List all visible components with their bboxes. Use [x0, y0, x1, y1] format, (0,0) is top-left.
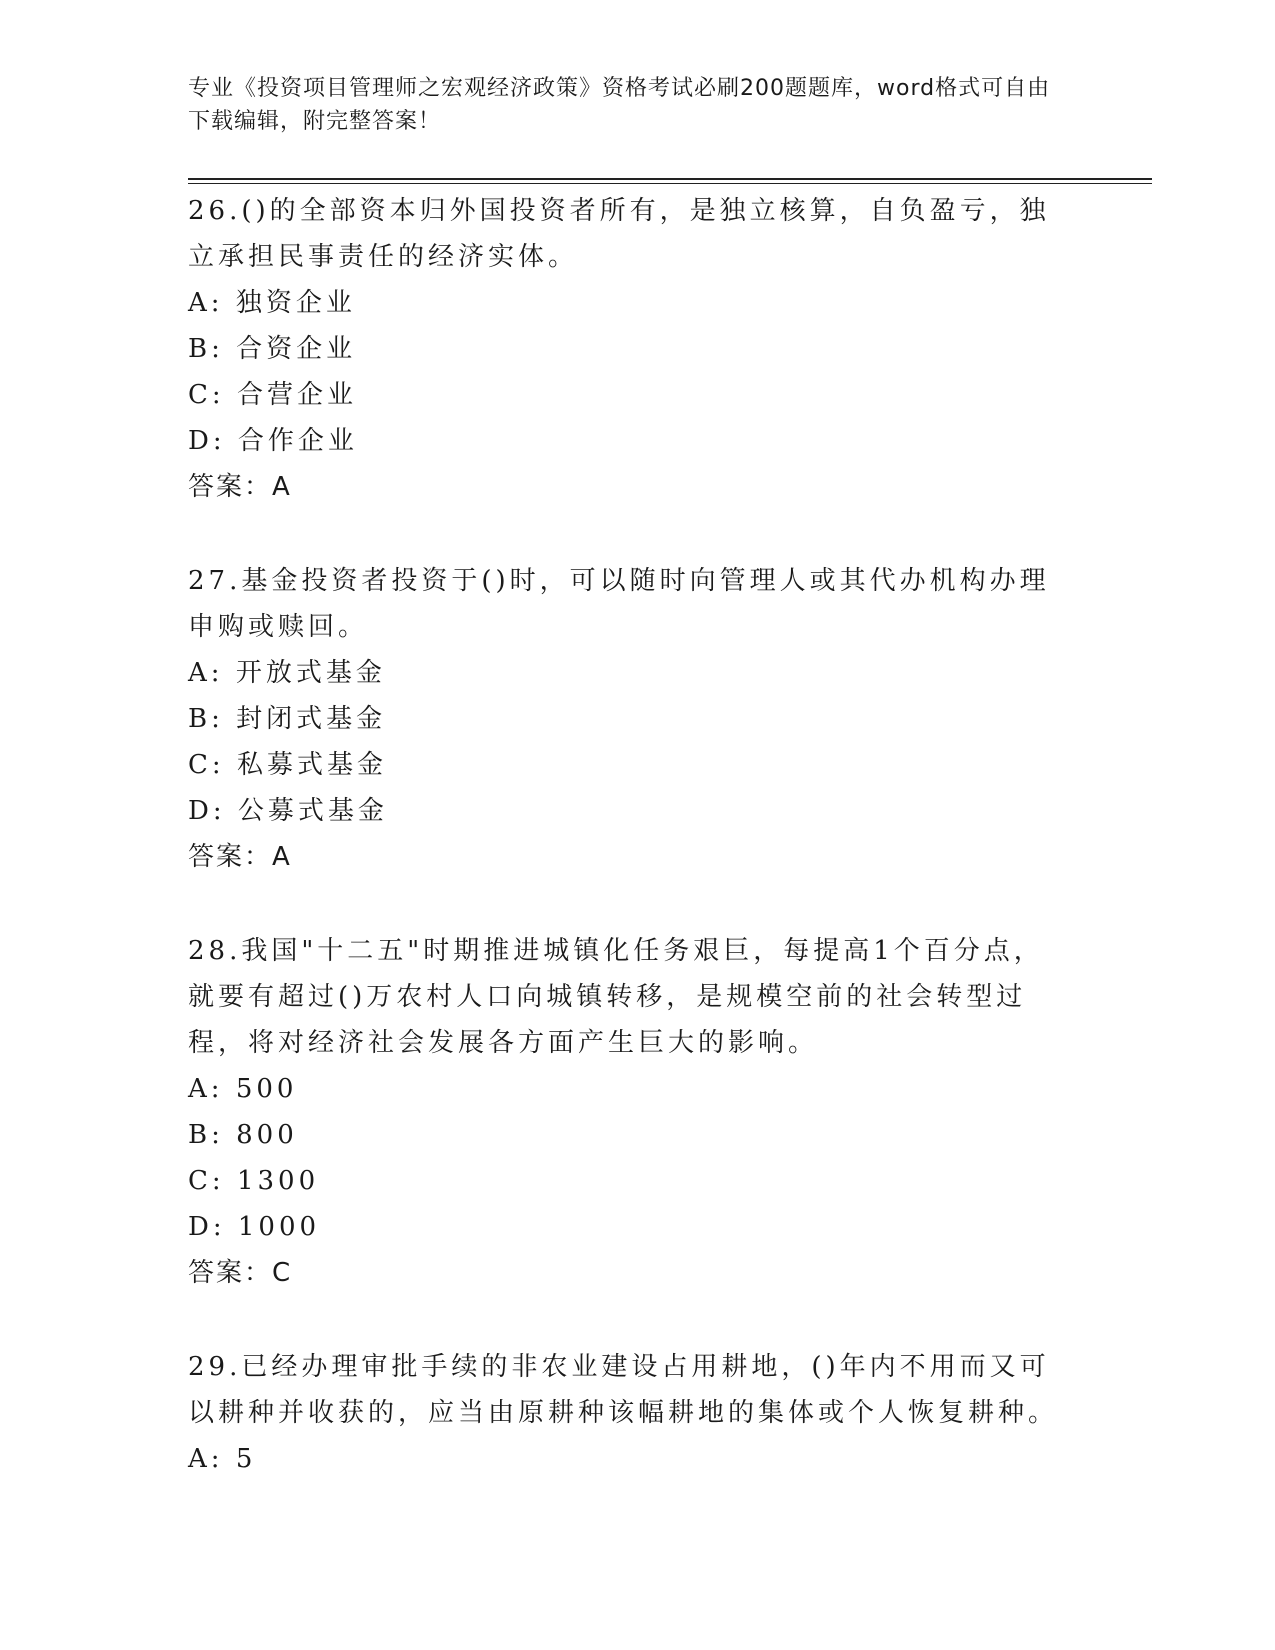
option-c	[188, 372, 1068, 418]
option-a	[188, 1436, 1068, 1482]
question-29	[188, 1344, 1068, 1482]
option-separator: :	[211, 334, 224, 364]
header-divider-thin	[188, 183, 1152, 184]
option-separator: :	[211, 1166, 225, 1196]
option-d	[188, 788, 1068, 834]
answer-value: A	[272, 842, 292, 872]
option-text: 合资企业	[236, 334, 357, 364]
option-text: 开放式基金	[235, 658, 386, 688]
answer-label: 答案：	[188, 842, 273, 872]
option-separator: :	[212, 796, 226, 826]
question-26	[188, 188, 1068, 510]
answer-label: 答案：	[188, 1258, 273, 1288]
question-stem: 29.已经办理审批手续的非农业建设占用耕地，()年内不用而又可以耕种并收获的，应当由原耕种该幅耕地的集体或个人恢复耕种。	[188, 1352, 1059, 1428]
option-letter: C	[188, 750, 212, 780]
option-letter: C	[188, 380, 212, 410]
option-separator: :	[212, 1212, 226, 1242]
header-divider-thick	[188, 178, 1152, 180]
option-letter: C	[188, 1166, 212, 1196]
option-separator: :	[211, 750, 225, 780]
option-letter: A	[188, 1074, 211, 1104]
answer-value: C	[272, 1258, 293, 1288]
question-stem: 27.基金投资者投资于()时，可以随时向管理人或其代办机构办理申购或赎回。	[188, 566, 1050, 642]
answer-line	[188, 464, 1068, 510]
option-separator: :	[210, 288, 224, 318]
option-b	[188, 326, 1068, 372]
option-d	[188, 1204, 1068, 1250]
option-text: 私募式基金	[236, 750, 387, 780]
question-stem: 28.我国"十二五"时期推进城镇化任务艰巨，每提高1个百分点，就要有超过()万农村人口向城镇转移，是规模空前的社会转型过程，将对经济社会发展各方面产生巨大的影响。	[188, 936, 1044, 1058]
option-letter: A	[188, 1444, 211, 1474]
answer-value: A	[272, 472, 292, 502]
answer-label: 答案：	[188, 472, 273, 502]
option-b	[188, 696, 1068, 742]
option-separator: :	[212, 426, 226, 456]
option-separator: :	[210, 1444, 224, 1474]
option-letter: A	[188, 658, 211, 688]
option-d	[188, 418, 1068, 464]
question-27	[188, 558, 1068, 880]
option-text: 1000	[237, 1212, 321, 1242]
option-text: 800	[236, 1120, 298, 1150]
option-separator: :	[210, 1074, 224, 1104]
option-letter: B	[188, 1120, 212, 1150]
option-text: 封闭式基金	[236, 704, 387, 734]
answer-line	[188, 834, 1068, 880]
option-text: 5	[235, 1444, 257, 1474]
question-28	[188, 928, 1068, 1296]
option-c	[188, 1158, 1068, 1204]
question-stem: 26.()的全部资本归外国投资者所有，是独立核算，自负盈亏，独立承担民事责任的经济实体。	[188, 196, 1050, 272]
option-text: 合作企业	[237, 426, 358, 456]
option-letter: D	[188, 426, 213, 456]
option-letter: D	[188, 796, 213, 826]
option-separator: :	[211, 380, 225, 410]
option-letter: D	[188, 1212, 213, 1242]
option-text: 公募式基金	[237, 796, 388, 826]
option-text: 500	[235, 1074, 298, 1104]
answer-line	[188, 1250, 1068, 1296]
option-a	[188, 280, 1068, 326]
option-b	[188, 1112, 1068, 1158]
option-a	[188, 1066, 1068, 1112]
question-list	[188, 188, 1068, 1530]
option-letter: B	[188, 334, 212, 364]
option-text: 合营企业	[236, 380, 357, 410]
option-separator: :	[211, 704, 224, 734]
option-text: 独资企业	[235, 288, 356, 318]
option-a	[188, 650, 1068, 696]
option-separator: :	[210, 658, 224, 688]
option-text: 1300	[236, 1166, 320, 1196]
option-separator: :	[211, 1120, 224, 1150]
option-letter: B	[188, 704, 212, 734]
option-c	[188, 742, 1068, 788]
document-header: 专业《投资项目管理师之宏观经济政策》资格考试必刷200题题库，word格式可自由下载编辑，附完整答案！	[188, 76, 1051, 134]
option-letter: A	[188, 288, 211, 318]
